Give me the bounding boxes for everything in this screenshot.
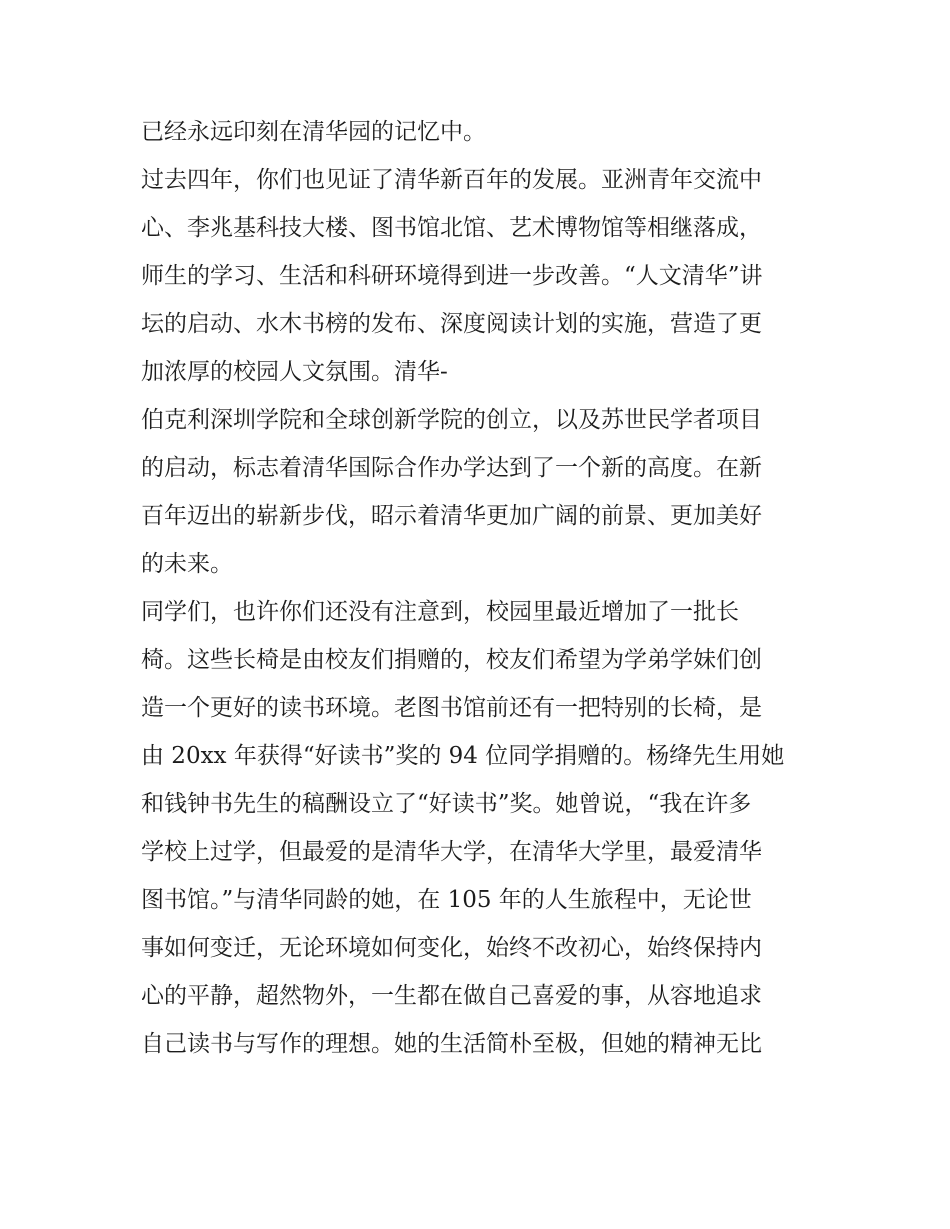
text-line: 的启动，标志着清华国际合作办学达到了一个新的高度。在新: [141, 455, 762, 481]
text-line: 事如何变迁，无论环境如何变化，始终不改初心，始终保持内: [141, 935, 762, 961]
text-line: 伯克利深圳学院和全球创新学院的创立，以及苏世民学者项目: [141, 407, 762, 433]
text-line: 坛的启动、水木书榜的发布、深度阅读计划的实施，营造了更: [141, 311, 762, 337]
text-line: 百年迈出的崭新步伐，昭示着清华更加广阔的前景、更加美好: [141, 503, 762, 529]
text-line: 的未来。: [141, 551, 233, 577]
text-line: 图书馆。”与清华同龄的她，在 105 年的人生旅程中，无论世: [141, 887, 752, 913]
text-line: 加浓厚的校园人文氛围。清华-: [141, 359, 448, 385]
text-line: 由 20xx 年获得“好读书”奖的 94 位同学捐赠的。杨绛先生用她: [141, 743, 785, 769]
text-line: 学校上过学，但最爱的是清华大学，在清华大学里，最爱清华: [141, 839, 762, 865]
text-line: 心的平静，超然物外，一生都在做自己喜爱的事，从容地追求: [141, 983, 762, 1009]
text-line: 同学们，也许你们还没有注意到，校园里最近增加了一批长: [141, 599, 739, 625]
text-line: 椅。这些长椅是由校友们捐赠的，校友们希望为学弟学妹们创: [141, 647, 762, 673]
text-line: 心、李兆基科技大楼、图书馆北馆、艺术博物馆等相继落成，: [141, 215, 762, 241]
text-line: 已经永远印刻在清华园的记忆中。: [141, 119, 486, 145]
text-line: 师生的学习、生活和科研环境得到进一步改善。“人文清华”讲: [141, 263, 763, 289]
text-line: 自己读书与写作的理想。她的生活简朴至极，但她的精神无比: [141, 1031, 762, 1057]
text-line: 和钱钟书先生的稿酬设立了“好读书”奖。她曾说，“我在许多: [141, 791, 752, 817]
text-line: 造一个更好的读书环境。老图书馆前还有一把特别的长椅，是: [141, 695, 762, 721]
text-line: 过去四年，你们也见证了清华新百年的发展。亚洲青年交流中: [141, 167, 762, 193]
body-text: [141, 108, 813, 1068]
